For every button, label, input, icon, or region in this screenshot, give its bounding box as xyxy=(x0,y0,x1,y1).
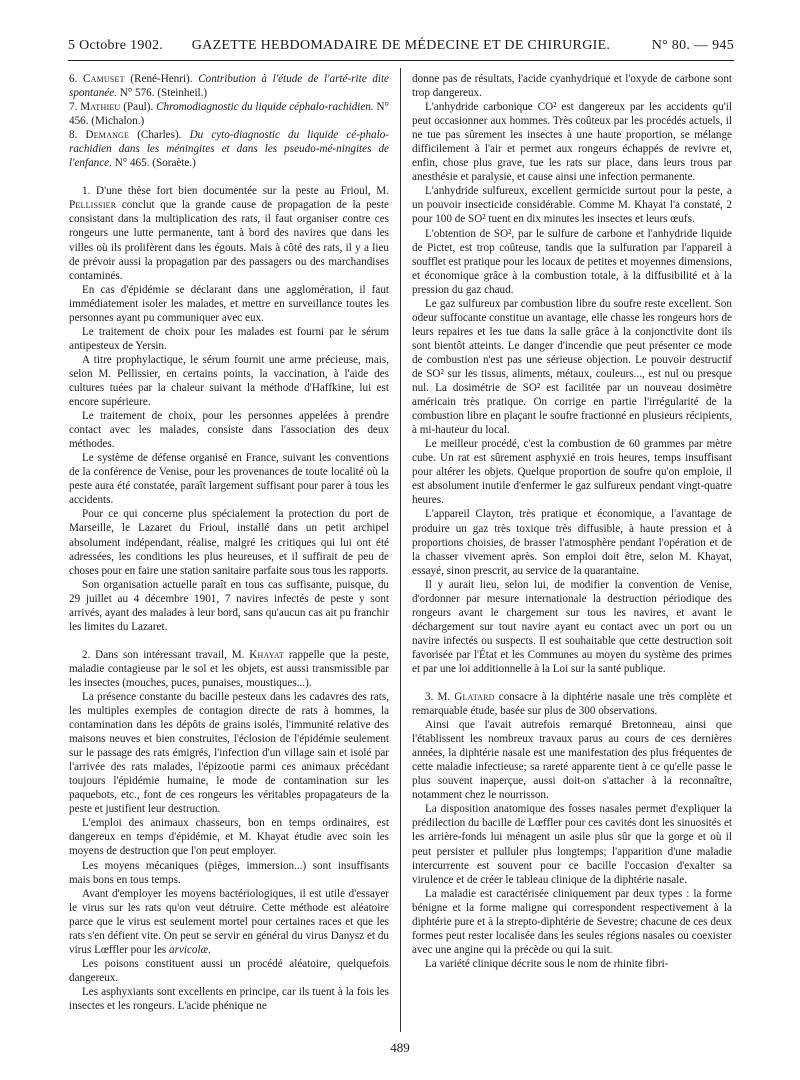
paragraph: Ainsi que l'avait autrefois remarqué Bretonneau, ainsi que l'établissent les nombreux travaux parus au cours de ces dernières années, la diphtérie nasale est une manifestation des plus fréquentes de cette maladie infectieuse; sa rareté apparente tient à ce qu'elle passe le plus souvent inaperçue, aussi doit-on s'attacher à la reconnaître, notamment chez le nourrisson. xyxy=(412,719,732,802)
paragraph: L'anhydride carbonique CO² est dangereux par les accidents qu'il peut occasionner aux hommes. Très coûteux par les procédés actuels, il ne tue pas sûrement les insectes à une haute proportion, se mélange difficilement à l'air et permet aux rongeurs échappés de revivre et, enfin, chose plus grave, tue les rats sur place, dans leurs trous par anesthésie et paralysie, et cause ainsi une infection permanente. xyxy=(412,101,732,184)
paragraph: L'appareil Clayton, très pratique et économique, a l'avantage de produire un gaz très toxique très diffusible, à haute pression et à proportions choisies, de brasser l'atmosphère pendant l'opération et de la chasser vivement après. Son emploi doit être, selon M. Khayat, essayé, sinon prescrit, au service de la quarantaine. xyxy=(412,508,732,577)
paragraph: Le gaz sulfureux par combustion libre du soufre reste excellent. Son odeur suffocante constitue un avantage, elle chasse les rongeurs hors de leurs repaires et les tue dans la salle grâce à la conjonctivite dont ils sont bientôt atteints. Le danger d'incendie que peut présenter ce mode de combustion n'est pas une sérieuse objection. Le pouvoir destructif de SO² sur les tissus, aliments, métaux, couleurs..., est nul ou presque nul. La dosimétrie de SO² est facilitée par un nouveau dosimètre américain très pratique. On corrige en partie l'irrégularité de la combustion libre en plaçant le soufre fractionné en plusieurs récipients, à mi-hauteur du local. xyxy=(412,297,732,437)
section-destruction-rats xyxy=(69,648,389,1013)
section-diphterie-nasale xyxy=(412,690,732,971)
paragraph: Son organisation actuelle paraît en tous cas suffisante, puisque, du 29 juillet au 4 décembre 1901, 7 navires infectés de peste y sont arrivés, ayant des malades à leur bord, sans qu'aucun cas ait pu franchir les limites du Lazaret. xyxy=(69,578,389,633)
paragraph: Le système de défense organisé en France, suivant les conventions de la conférence de Venise, pour les provenances de toute localité où la peste aura été constatée, paraît largement suffisant pour parer à tous les accidents. xyxy=(69,452,389,507)
header-date: 5 Octobre 1902. xyxy=(68,38,164,53)
header-title: GAZETTE HEBDOMADAIRE DE MÉDECINE ET DE CHIRURGIE. xyxy=(191,38,611,53)
paragraph: Le meilleur procédé, c'est la combustion de 60 grammes par mètre cube. Un rat est sûrement asphyxié en trois heures, temps insuffisant pour altérer les objets. Quelque proportion de soufre qu'on emploie, il est absolument inutile d'enfermer le gaz sulfureux pendant vingt-quatre heures. xyxy=(412,438,732,507)
paragraph: Les poisons constituent aussi un procédé aléatoire, quelquefois dangereux. xyxy=(69,957,389,984)
paragraph: La disposition anatomique des fosses nasales permet d'expliquer la prédilection du bacille de Lœffler pour ces cavités dont les sinuosités et les arrière-fonds lui ménagent un asile plus sûr que la gorge et où il peut persister et pulluler plus longtemps; l'apparition d'une maladie intercurrente est souvent pour ce bacille l'occasion d'exalter sa virulence et de créer le tableau clinique de la diphtérie nasale. xyxy=(412,803,732,886)
right-column xyxy=(412,72,732,971)
paragraph: Le traitement de choix, pour les personnes appelées à prendre contact avec les malades, consiste dans l'association des deux méthodes. xyxy=(69,410,389,451)
paragraph: 2. Dans son intéressant travail, M. Khayat rappelle que la peste, maladie contagieuse par le sol et les objets, est aussi transmissible par les insectes (mouches, puces, punaises, moustiques...). xyxy=(69,648,389,689)
paragraph: La maladie est caractérisée cliniquement par deux types : la forme bénigne et la forme maligne qui correspondent respectivement à la diphtérie pure et à la strepto-diphtérie de Sevestre; chacune de ces deux formes peut rester localisée dans les seules régions nasales ou coexister avec une angine qui la précède ou qui la suit. xyxy=(412,887,732,956)
paragraph: La présence constante du bacille pesteux dans les cadavres des rats, les multiples exemples de contagion directe de rats à hommes, la contamination dans les dépôts de grains isolés, l'immunité relative des maisons neuves et bien construites, l'éclosion de l'épidémie seulement sur le passage des rats émigrés, l'infection d'un village sain et isolé par l'arrivée des rats malades, l'épizootie parmi ces animaux précédant toujours l'épidémie humaine, le mode de contamination sur les paquebots, etc., font de ces rongeurs les véritables propagateurs de la peste et justifient leur destruction. xyxy=(69,690,389,816)
paragraph: Les moyens mécaniques (pièges, immersion...) sont insuffisants mais bons en tous temps. xyxy=(69,859,389,886)
paragraph: En cas d'épidémie se déclarant dans une agglomération, il faut immédiatement isoler les malades, et mettre en surveillance toutes les personnes ayant pu communiquer avec eux. xyxy=(69,283,389,324)
section-peste-frioul xyxy=(69,184,389,634)
paragraph: L'emploi des animaux chasseurs, bon en temps ordinaires, est dangereux en temps d'épidémie, et M. Khayat étudie avec soin les moyens de destruction que l'on peut employer. xyxy=(69,817,389,858)
reference-list xyxy=(69,72,389,170)
column-rule xyxy=(400,68,401,1032)
paragraph: La variété clinique décrite sous le nom de rhinite fibri- xyxy=(425,957,669,970)
paragraph: donne pas de résultats, l'acide cyanhydrique et l'oxyde de carbone sont trop dangereux. xyxy=(412,73,732,100)
reference-item: 7. Mathieu (Paul). Chromodiagnostic du liquide céphalo-rachidien. N° 456. (Michalon.) xyxy=(69,101,390,128)
paragraph: Les asphyxiants sont excellents en principe, car ils tuent à la fois les insectes et les rongeurs. L'acide phénique ne xyxy=(69,985,389,1012)
paragraph: L'obtention de SO², par le sulfure de carbone et l'anhydride liquide de Pictet, est trop coûteuse, tandis que la sulfuration par l'appareil à soufflet est pratique pour les locaux de petites et moyennes dimensions, et économique grâce à la combustion totale, à la diffusibilité et à la pression du gaz chaud. xyxy=(412,227,732,296)
paragraph: L'anhydride sulfureux, excellent germicide surtout pour la peste, a un pouvoir insecticide considérable. Comme M. Khayat l'a constaté, 2 pour 100 de SO² tuent en dix minutes les insectes et leurs œufs. xyxy=(412,185,732,226)
header-page-number: N° 80. — 945 xyxy=(651,38,734,53)
paragraph: Pour ce qui concerne plus spécialement la protection du port de Marseille, le Lazaret du Frioul, installé dans un petit archipel absolument indépendant, réalise, malgré les critiques qui lui ont été adressées, les conditions les plus heureuses, et il suffirait de peu de choses pour en faire une station sanitaire parfaite sous tous les rapports. xyxy=(69,508,389,577)
paragraph: 3. M. Glatard consacre à la diphtérie nasale une très complète et remarquable étude, basée sur plus de 300 observations. xyxy=(412,691,732,718)
header-rule xyxy=(68,60,734,61)
paragraph: Le traitement de choix pour les malades est fourni par le sérum antipesteux de Yersin. xyxy=(69,325,389,352)
paragraph: Avant d'employer les moyens bactériologiques, il est utile d'essayer le virus sur les rats qu'on veut détruire. Cette méthode est aléatoire parce que le virus est seulement mortel pour certaines races et que les rats s'en défient vite. On peut se servir en général du virus Danysz et du virus Lœffler pour les arvicolæ. xyxy=(69,887,389,956)
paragraph: Il y aurait lieu, selon lui, de modifier la convention de Venise, d'ordonner par mesure internationale la destruction périodique des rongeurs avant le chargement sur tous les navires, et avant le déchargement sur tout navire ayant eu contact avec un port ou un navire infectés ou suspects. Il est souhaitable que cette destruction soit favorisée par l'État et les Communes au moyen du système des primes et par une loi additionnelle à la Loi sur la santé publique. xyxy=(412,578,732,675)
reference-item: 8. Demange (Charles). Du cyto-diagnostic du liquide cé-phalo-rachidien dans les méningites et dans les pseudo-mé-ningites de l'enfance. N° 465. (Soraète.) xyxy=(69,129,390,170)
paragraph: 1. D'une thèse fort bien documentée sur la peste au Frioul, M. Pellissier conclut que la grande cause de propagation de la peste consistant dans la multiplication des rats, il faut organiser contre ces rongeurs une lutte permanente, tant à bord des navires que dans les villes où ils prolifèrent dans les égouts. Mais à côté des rats, il y a lieu de prévoir aussi la propagation par des passagers ou des marchandises contaminés. xyxy=(69,185,389,282)
left-column xyxy=(69,72,389,1013)
paragraph: A titre prophylactique, le sérum fournit une arme précieuse, mais, selon M. Pellissier, en certains points, la vaccination, à l'aide des cultures tuées par la chaleur suivant la méthode d'Haffkine, lui est encore supérieure. xyxy=(69,353,389,409)
reference-item: 6. Camuset (René-Henri). Contribution à l'étude de l'arté-rite dite spontanée. N° 576. (Steinheil.) xyxy=(69,73,389,100)
page-folio: 489 xyxy=(390,1040,410,1055)
